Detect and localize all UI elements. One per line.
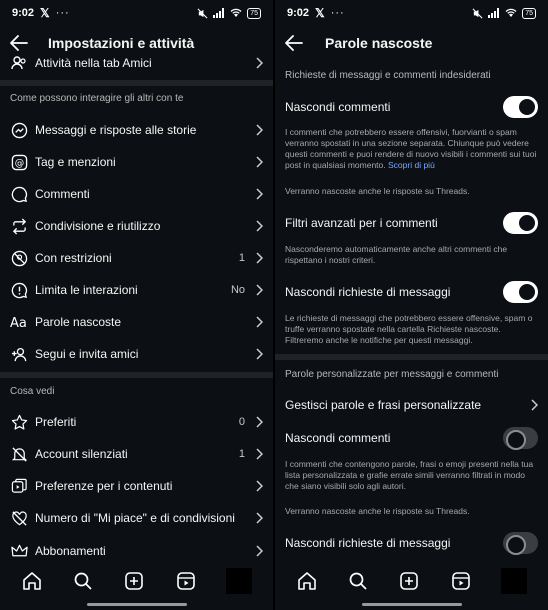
menu-item-favorites[interactable]: [0, 406, 273, 438]
signal-icon: [213, 8, 225, 18]
add-person-icon: [10, 345, 28, 363]
menu-item-follow-invite[interactable]: [0, 338, 273, 370]
status-time: 9:02: [287, 7, 310, 19]
manage-custom-words-label: Gestisci parole e frasi personalizzate: [285, 398, 482, 412]
restricted-count: 1: [238, 252, 245, 264]
hide-requests-label: Nascondi richieste di messaggi: [285, 285, 451, 299]
chevron-right-icon: [255, 448, 263, 460]
custom-hide-requests-toggle[interactable]: [503, 532, 538, 554]
mute-icon: [472, 8, 483, 19]
bottom-nav: [275, 560, 548, 610]
menu-item-label: Limita le interazioni: [35, 283, 138, 297]
repost-icon: [10, 217, 28, 235]
search-icon[interactable]: [347, 570, 369, 592]
menu-item-label: Abbonamenti: [35, 544, 106, 558]
comment-icon: [10, 185, 28, 203]
profile-avatar[interactable]: [226, 568, 252, 594]
at-sign-icon: [10, 153, 28, 171]
star-icon: [10, 413, 28, 431]
advanced-filters-toggle[interactable]: [503, 212, 538, 234]
section-title-what-you-see: Cosa vedi: [10, 386, 55, 397]
more-notifications-icon: ···: [330, 7, 345, 19]
description-text: I commenti che potrebbero essere offensivi, fuorvianti o spam verranno spostati in una sezione separata. Chiunque può vedere questi commenti e puoi rendere di nuovo visibili i commenti sui tuoi post in qualsiasi momento.: [285, 127, 537, 170]
menu-item-friends-activity[interactable]: [0, 47, 273, 79]
create-icon[interactable]: [398, 570, 420, 592]
section-title-custom-words: Parole personalizzate per messaggi e commenti: [285, 369, 499, 380]
muted-count: 1: [238, 448, 245, 460]
profile-avatar[interactable]: [501, 568, 527, 594]
menu-item-label: Preferenze per i contenuti: [35, 479, 173, 493]
menu-item-limit[interactable]: [0, 274, 273, 306]
muted-bell-icon: [10, 445, 28, 463]
section-title-unwanted: Richieste di messaggi e commenti indesiderati: [285, 70, 491, 81]
header: [275, 26, 548, 60]
reels-icon[interactable]: [450, 570, 472, 592]
advanced-filters-row: [285, 211, 538, 235]
x-app-icon: 𝕏: [40, 6, 50, 20]
battery-icon: 75: [247, 8, 261, 19]
svg-text:@: @: [14, 157, 24, 169]
hide-requests-toggle[interactable]: [503, 281, 538, 303]
threads-note: Verranno nascoste anche le risposte su Threads.: [285, 186, 470, 196]
menu-item-sharing[interactable]: [0, 210, 273, 242]
menu-item-label: Preferiti: [35, 415, 77, 429]
favorites-count: 0: [238, 416, 245, 428]
menu-item-restricted[interactable]: [0, 242, 273, 274]
messenger-icon: [10, 121, 28, 139]
svg-text:Aa: Aa: [10, 316, 27, 329]
menu-item-label: Con restrizioni: [35, 251, 112, 265]
battery-icon: 75: [522, 8, 536, 19]
menu-item-messages[interactable]: [0, 114, 273, 146]
reels-icon[interactable]: [175, 570, 197, 592]
alert-circle-icon: [10, 281, 28, 299]
chevron-right-icon: [255, 156, 263, 168]
home-icon[interactable]: [296, 570, 318, 592]
chevron-right-icon: [255, 284, 263, 296]
heart-off-icon: [10, 509, 28, 527]
advanced-filters-description: Nasconderemo automaticamente anche altri commenti che rispettano i nostri criteri.: [285, 244, 508, 265]
menu-item-label: Parole nascoste: [35, 315, 122, 329]
wifi-icon: [230, 8, 242, 18]
status-bar: [0, 0, 273, 26]
threads-note: Verranno nascoste anche le risposte su Threads.: [285, 506, 470, 516]
menu-item-label: Numero di "Mi piace" e di condivisioni: [35, 511, 235, 525]
menu-item-hidden-words[interactable]: [0, 306, 273, 338]
wifi-icon: [505, 8, 517, 18]
back-arrow-icon[interactable]: [285, 33, 305, 53]
hidden-words-panel: [275, 0, 548, 610]
menu-item-like-counts[interactable]: [0, 502, 273, 534]
chevron-right-icon: [255, 348, 263, 360]
learn-more-link[interactable]: Scopri di più: [388, 160, 435, 170]
menu-item-comments[interactable]: [0, 178, 273, 210]
custom-hide-comments-toggle[interactable]: [503, 427, 538, 449]
hide-comments-description: [285, 127, 538, 171]
section-divider: [0, 80, 273, 86]
signal-icon: [488, 8, 500, 18]
chevron-right-icon: [255, 188, 263, 200]
x-app-icon: 𝕏: [315, 6, 325, 20]
section-title-interactions: Come possono interagire gli altri con te: [10, 93, 184, 104]
section-divider: [0, 372, 273, 378]
create-icon[interactable]: [123, 570, 145, 592]
custom-hide-requests-label: Nascondi richieste di messaggi: [285, 536, 451, 550]
custom-hide-comments-row: [285, 426, 538, 450]
bottom-nav: [0, 560, 273, 610]
gesture-bar: [362, 603, 462, 606]
chevron-right-icon: [255, 316, 263, 328]
media-icon: [10, 477, 28, 495]
hide-comments-toggle[interactable]: [503, 96, 538, 118]
status-bar: [275, 0, 548, 26]
more-notifications-icon: ···: [55, 7, 70, 19]
menu-item-label: Messaggi e risposte alle storie: [35, 123, 197, 137]
crown-icon: [10, 542, 28, 560]
chevron-right-icon: [255, 512, 263, 524]
chevron-right-icon: [255, 124, 263, 136]
menu-item-label: Account silenziati: [35, 447, 128, 461]
menu-item-label: Tag e menzioni: [35, 155, 116, 169]
section-divider: [275, 354, 548, 360]
menu-item-label: Condivisione e riutilizzo: [35, 219, 161, 233]
custom-hide-comments-description: I commenti che contengono parole, frasi o emoji presenti nella tua lista personalizzata e grafie errate simili verranno filtrati in modo che siano visibili solo agli autori.: [285, 459, 534, 491]
search-icon[interactable]: [72, 570, 94, 592]
menu-item-label: Commenti: [35, 187, 90, 201]
menu-item-label: Attività nella tab Amici: [35, 56, 152, 70]
advanced-filters-label: Filtri avanzati per i commenti: [285, 216, 438, 230]
manage-custom-words[interactable]: [285, 394, 538, 416]
people-icon: [10, 54, 28, 72]
status-time: 9:02: [12, 7, 35, 19]
chevron-right-icon: [255, 252, 263, 264]
hide-requests-row: [285, 280, 538, 304]
custom-hide-comments-label: Nascondi commenti: [285, 431, 391, 445]
mute-icon: [197, 8, 208, 19]
chevron-right-icon: [255, 416, 263, 428]
limit-status: No: [230, 284, 245, 296]
menu-item-content-preferences[interactable]: [0, 470, 273, 502]
custom-hide-requests-row: [285, 531, 538, 555]
chevron-right-icon: [255, 220, 263, 232]
page-title: Parole nascoste: [325, 35, 433, 51]
menu-item-tags[interactable]: [0, 146, 273, 178]
chevron-right-icon: [530, 399, 538, 411]
settings-panel: [0, 0, 273, 610]
menu-item-muted[interactable]: [0, 438, 273, 470]
home-icon[interactable]: [21, 570, 43, 592]
text-aa-icon: [10, 313, 28, 331]
page-title: Impostazioni e attività: [48, 35, 195, 51]
restrict-icon: [10, 249, 28, 267]
menu-item-label: Segui e invita amici: [35, 347, 139, 361]
hide-comments-row: [285, 95, 538, 119]
hide-comments-label: Nascondi commenti: [285, 100, 391, 114]
hide-requests-description: Le richieste di messaggi che potrebbero essere offensive, spam o truffe verranno spostate nella cartella Richieste nascoste. Filtreremo anche le notifiche per questi messaggi.: [285, 313, 533, 345]
chevron-right-icon: [255, 545, 263, 557]
chevron-right-icon: [255, 57, 263, 69]
gesture-bar: [87, 603, 187, 606]
chevron-right-icon: [255, 480, 263, 492]
